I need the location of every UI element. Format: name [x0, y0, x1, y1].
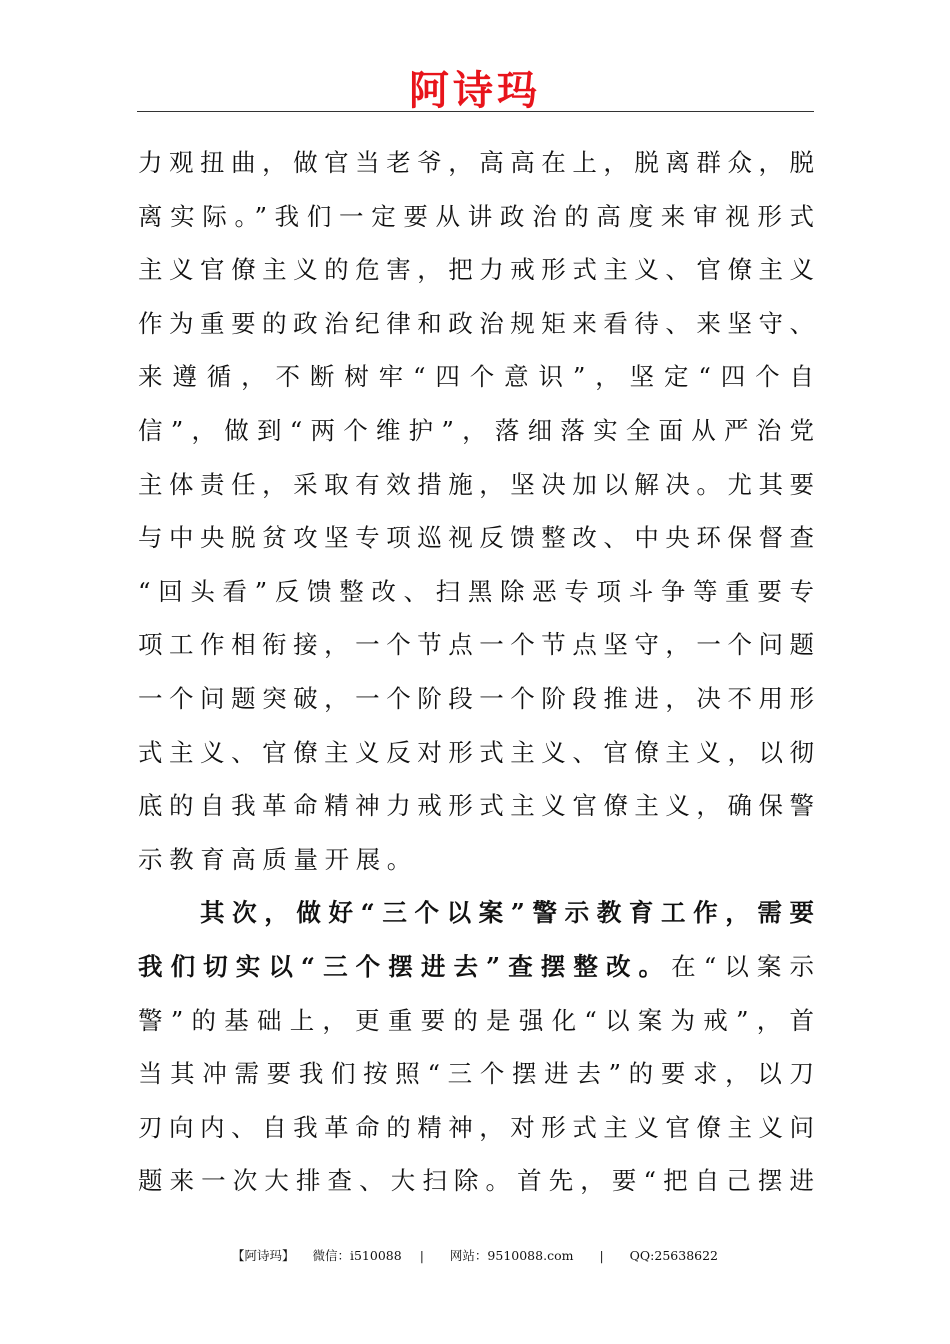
- footer-qq: QQ:25638622: [629, 1248, 719, 1263]
- text-line: [138, 190, 814, 244]
- text-line: [138, 940, 814, 994]
- text-segment: 力观扭曲，做官当老爷，高高在上，脱离群众，脱: [138, 148, 814, 177]
- text-segment: 示教育高质量开展。: [138, 844, 418, 874]
- text-segment: 题来一次大排查、大扫除。首先，要“把自己摆进: [138, 1166, 814, 1196]
- text-segment: 离实际。”我们一定要从讲政治的高度来审视形式: [138, 201, 814, 231]
- text-segment: 作为重要的政治纪律和政治规矩来看待、来坚守、: [138, 308, 814, 338]
- text-line: [138, 726, 814, 780]
- footer-separator: |: [599, 1248, 604, 1263]
- text-segment: 底的自我革命精神力戒形式主义官僚主义，确保警: [138, 791, 814, 821]
- text-segment: 式主义、官僚主义反对形式主义、官僚主义，以彻: [138, 737, 814, 767]
- text-line: [138, 297, 814, 351]
- bold-text-segment: 其次，做好“三个以案”警示教育工作，需要: [200, 898, 814, 928]
- text-line: [138, 511, 814, 565]
- text-segment: 项工作相衔接，一个节点一个节点坚守，一个问题: [138, 630, 814, 660]
- brand-logo-text: 阿诗玛: [409, 67, 541, 114]
- text-line: [138, 1154, 814, 1208]
- text-segment: 来遵循，不断树牢“四个意识”，坚定“四个自: [138, 362, 814, 392]
- footer-website: 网站：9510088.com: [449, 1248, 574, 1263]
- text-line: [138, 886, 814, 940]
- text-line: [138, 136, 814, 190]
- text-line: [138, 243, 814, 297]
- text-segment: 主义官僚主义的危害，把力戒形式主义、官僚主义: [138, 255, 814, 285]
- footer-separator: |: [419, 1248, 424, 1263]
- text-segment: 刃向内、自我革命的精神，对形式主义官僚主义问: [138, 1112, 814, 1142]
- footer-brand: 【阿诗玛】: [231, 1248, 295, 1263]
- text-line: [138, 458, 814, 512]
- text-line: [138, 618, 814, 672]
- text-segment: 信”，做到“两个维护”，落细落实全面从严治党: [138, 415, 814, 445]
- text-line: [138, 404, 814, 458]
- text-segment: 主体责任，采取有效措施，坚决加以解决。尤其要: [138, 469, 814, 499]
- text-segment: 一个问题突破，一个阶段一个阶段推进，决不用形: [138, 683, 814, 713]
- text-line: [138, 350, 814, 404]
- text-line: [138, 833, 814, 887]
- text-segment: 当其冲需要我们按照“三个摆进去”的要求，以刀: [138, 1059, 814, 1089]
- bold-text-segment: 我们切实以“三个摆进去”查摆整改。: [138, 951, 672, 981]
- text-segment: 与中央脱贫攻坚专项巡视反馈整改、中央环保督查: [138, 523, 814, 553]
- text-line: [138, 565, 814, 619]
- text-segment: “回头看”反馈整改、扫黑除恶专项斗争等重要专: [138, 576, 814, 606]
- text-line: [138, 1101, 814, 1155]
- footer-wechat: 微信：i510088: [312, 1248, 402, 1263]
- text-line: [138, 779, 814, 833]
- text-segment: 警”的基础上，更重要的是强化“以案为戒”，首: [138, 1005, 814, 1035]
- page-footer: [0, 1246, 950, 1264]
- text-line: [138, 994, 814, 1048]
- text-segment: 在“以案示: [671, 951, 814, 981]
- text-line: [138, 1047, 814, 1101]
- document-body: [138, 136, 814, 1208]
- header-divider: [137, 111, 814, 112]
- text-line: [138, 672, 814, 726]
